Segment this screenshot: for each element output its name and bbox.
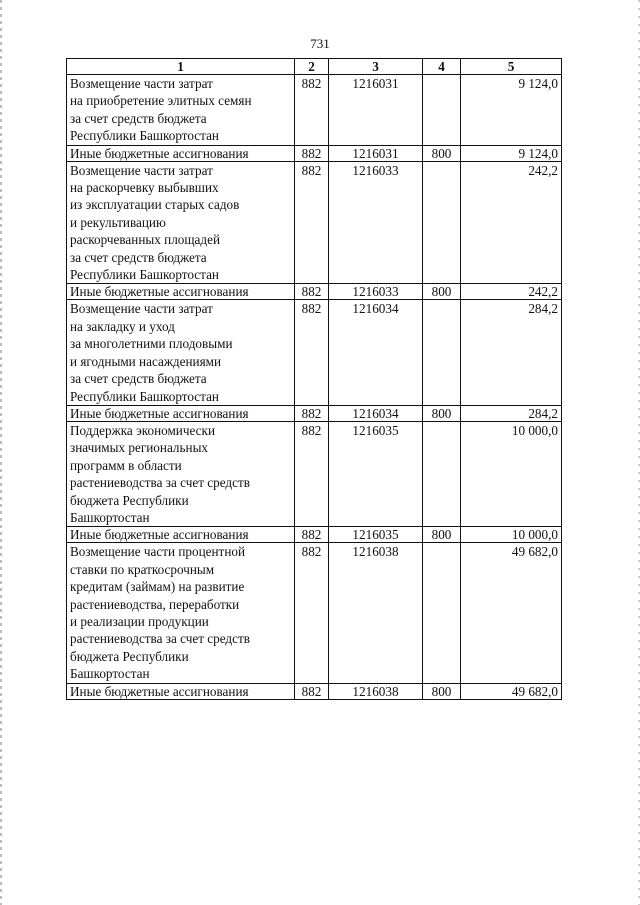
row-name: Иные бюджетные ассигнования — [67, 145, 295, 161]
row-col-4 — [423, 300, 461, 405]
row-col-2: 882 — [295, 75, 329, 146]
header-col-1: 1 — [67, 59, 295, 75]
row-col-5: 242,2 — [461, 284, 562, 300]
row-col-5: 284,2 — [461, 300, 562, 405]
row-col-3: 1216033 — [329, 161, 423, 284]
row-col-4: 800 — [423, 405, 461, 421]
row-col-2: 882 — [295, 543, 329, 683]
row-col-3: 1216038 — [329, 543, 423, 683]
row-col-3: 1216034 — [329, 300, 423, 405]
table-row — [67, 527, 562, 543]
row-col-2: 882 — [295, 527, 329, 543]
row-name: Возмещение части затрат на раскорчевку выбывших из эксплуатации старых садов и рекультивацию раскорчеванных площадей за счет средств бюджета Республики Башкортостан — [67, 161, 295, 284]
row-col-4: 800 — [423, 527, 461, 543]
row-name: Возмещение части затрат на приобретение элитных семян за счет средств бюджета Республики Башкортостан — [67, 75, 295, 146]
row-col-2: 882 — [295, 161, 329, 284]
row-name: Иные бюджетные ассигнования — [67, 284, 295, 300]
page-number: 731 — [310, 36, 330, 51]
row-col-3: 1216038 — [329, 683, 423, 699]
row-col-5: 10 000,0 — [461, 421, 562, 526]
row-col-3: 1216031 — [329, 145, 423, 161]
row-col-3: 1216031 — [329, 75, 423, 146]
row-col-4: 800 — [423, 145, 461, 161]
row-col-5: 9 124,0 — [461, 145, 562, 161]
budget-table — [66, 58, 562, 700]
row-col-4 — [423, 543, 461, 683]
row-col-3: 1216034 — [329, 405, 423, 421]
table-row — [67, 683, 562, 699]
table-row — [67, 161, 562, 284]
row-col-5: 9 124,0 — [461, 75, 562, 146]
row-name: Иные бюджетные ассигнования — [67, 683, 295, 699]
row-col-4: 800 — [423, 284, 461, 300]
table-row — [67, 405, 562, 421]
row-col-4: 800 — [423, 683, 461, 699]
table-row — [67, 421, 562, 526]
row-col-2: 882 — [295, 683, 329, 699]
header-col-2: 2 — [295, 59, 329, 75]
header-col-4: 4 — [423, 59, 461, 75]
row-col-3: 1216033 — [329, 284, 423, 300]
table-header-row — [67, 59, 562, 75]
row-col-5: 242,2 — [461, 161, 562, 284]
row-col-4 — [423, 75, 461, 146]
table-row — [67, 543, 562, 683]
scan-edge-left — [0, 0, 2, 905]
row-col-5: 284,2 — [461, 405, 562, 421]
row-col-4 — [423, 161, 461, 284]
table-row — [67, 75, 562, 146]
table-row — [67, 284, 562, 300]
row-col-5: 49 682,0 — [461, 543, 562, 683]
row-col-4 — [423, 421, 461, 526]
row-col-2: 882 — [295, 405, 329, 421]
table-row — [67, 300, 562, 405]
row-col-2: 882 — [295, 421, 329, 526]
row-col-2: 882 — [295, 145, 329, 161]
row-col-2: 882 — [295, 300, 329, 405]
row-name: Иные бюджетные ассигнования — [67, 527, 295, 543]
table-row — [67, 145, 562, 161]
row-col-5: 49 682,0 — [461, 683, 562, 699]
row-col-3: 1216035 — [329, 527, 423, 543]
row-col-3: 1216035 — [329, 421, 423, 526]
row-col-2: 882 — [295, 284, 329, 300]
row-name: Возмещение части затрат на закладку и уход за многолетними плодовыми и ягодными насаждениями за счет средств бюджета Республики Башкортостан — [67, 300, 295, 405]
header-col-5: 5 — [461, 59, 562, 75]
row-name: Возмещение части процентной ставки по краткосрочным кредитам (займам) на развитие растениеводства, переработки и реализации продукции растениеводства за счет средств бюджета Республики Башкортостан — [67, 543, 295, 683]
row-name: Поддержка экономически значимых региональных программ в области растениеводства за счет средств бюджета Республики Башкортостан — [67, 421, 295, 526]
header-col-3: 3 — [329, 59, 423, 75]
row-col-5: 10 000,0 — [461, 527, 562, 543]
row-name: Иные бюджетные ассигнования — [67, 405, 295, 421]
